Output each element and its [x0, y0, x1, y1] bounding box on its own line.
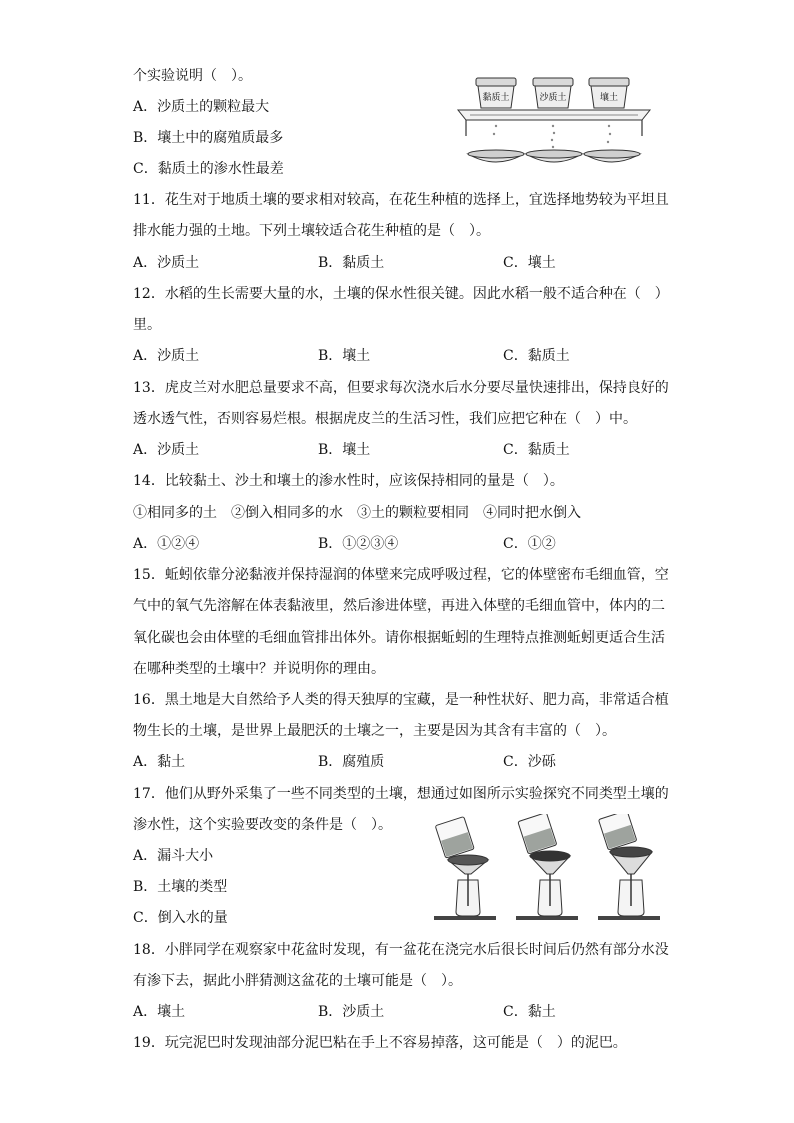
- q10-option-b[interactable]: B．壤土中的腐殖质最多: [133, 130, 284, 146]
- pot-sand: [533, 78, 573, 108]
- q12-option-c[interactable]: C．黏质土: [503, 348, 570, 364]
- q12-stem-line1: 12．水稻的生长需要大量的水，土壤的保水性很关键。因此水稻一般不适合种在（ ）: [133, 286, 669, 302]
- q16-stem-line1: 16．黑土地是大自然给予人类的得天独厚的宝藏，是一种性状好、肥力高，非常适合植: [133, 692, 669, 708]
- q15-stem-line3: 氧化碳也会由体壁的毛细血管排出体外。请你根据蚯蚓的生理特点推测蚯蚓更适合生活: [133, 630, 665, 646]
- q10-continuation: 个实验说明（ ）。: [133, 68, 252, 84]
- q18-stem-line1: 18．小胖同学在观察家中花盆时发现，有一盆花在浇完水后很长时间后仍然有部分水没: [133, 942, 669, 958]
- soil-pots-figure: [456, 74, 652, 172]
- funnel-experiment-figure: [434, 814, 662, 922]
- q16-stem-line2: 物生长的土壤，是世界上最肥沃的土壤之一，主要是因为其含有丰富的（ ）。: [133, 723, 616, 739]
- q16-option-b[interactable]: B．腐殖质: [318, 754, 385, 770]
- q11-option-c[interactable]: C．壤土: [503, 255, 556, 271]
- q13-option-a[interactable]: A．沙质土: [133, 442, 200, 458]
- q12-stem-line2: 里。: [133, 317, 161, 333]
- q15-stem-line2: 气中的氧气先溶解在体表黏液里，然后渗进体壁，再进入体壁的毛细血管中，体内的二: [133, 598, 665, 614]
- q14-option-b[interactable]: B．①②③④: [318, 536, 399, 552]
- q19-stem-line1: 19．玩完泥巴时发现油部分泥巴粘在手上不容易掉落，这可能是（ ）的泥巴。: [133, 1035, 627, 1051]
- collecting-bowls: [468, 150, 640, 162]
- q17-option-a[interactable]: A．漏斗大小: [133, 848, 214, 864]
- q17-option-b[interactable]: B．土壤的类型: [133, 879, 228, 895]
- q18-option-c[interactable]: C．黏土: [503, 1004, 556, 1020]
- q13-stem-line1: 13．虎皮兰对水肥总量要求不高，但要求每次浇水后水分要尽量快速排出，保持良好的: [133, 380, 669, 396]
- q14-option-c[interactable]: C．①②: [503, 536, 556, 552]
- q12-option-a[interactable]: A．沙质土: [133, 348, 200, 364]
- water-drops: [493, 125, 611, 148]
- funnel-setup-2: [516, 814, 578, 920]
- q18-stem-line2: 有渗下去，据此小胖猜测这盆花的土壤可能是（ ）。: [133, 973, 462, 989]
- q18-option-b[interactable]: B．沙质土: [318, 1004, 385, 1020]
- q11-option-b[interactable]: B．黏质土: [318, 255, 385, 271]
- q10-option-a[interactable]: A．沙质土的颗粒最大: [133, 99, 270, 115]
- q13-stem-line2: 透水透气性，否则容易烂根。根据虎皮兰的生活习性，我们应把它种在（ ）中。: [133, 411, 637, 427]
- q13-option-c[interactable]: C．黏质土: [503, 442, 570, 458]
- pot-clay: [476, 78, 516, 108]
- pot-label-sand: 沙质土: [539, 93, 567, 103]
- q17-stem-line1: 17．他们从野外采集了一些不同类型的土壤，想通过如图所示实验探究不同类型土壤的: [133, 786, 669, 802]
- q18-option-a[interactable]: A．壤土: [133, 1004, 186, 1020]
- q13-option-b[interactable]: B．壤土: [318, 442, 371, 458]
- q14-option-a[interactable]: A．①②④: [133, 536, 200, 552]
- q10-option-c[interactable]: C．黏质土的渗水性最差: [133, 161, 284, 177]
- pot-label-loam: 壤土: [599, 93, 619, 103]
- q17-stem-line2: 渗水性，这个实验要改变的条件是（ ）。: [133, 817, 392, 833]
- q14-conditions: ①相同多的土 ②倒入相同多的水 ③土的颗粒要相同 ④同时把水倒入: [133, 505, 581, 521]
- q11-stem-line1: 11．花生对于地质土壤的要求相对较高，在花生种植的选择上，宜选择地势较为平坦且: [133, 192, 669, 208]
- q12-option-b[interactable]: B．壤土: [318, 348, 371, 364]
- q16-option-a[interactable]: A．黏土: [133, 754, 186, 770]
- q11-stem-line2: 排水能力强的土地。下列土壤较适合花生种植的是（ ）。: [133, 223, 490, 239]
- q16-option-c[interactable]: C．沙砾: [503, 754, 556, 770]
- q17-option-c[interactable]: C．倒入水的量: [133, 910, 228, 926]
- q15-stem-line1: 15．蚯蚓依靠分泌黏液并保持湿润的体壁来完成呼吸过程，它的体壁密布毛细血管，空: [133, 567, 669, 583]
- q15-stem-line4: 在哪种类型的土壤中？并说明你的理由。: [133, 661, 385, 677]
- q14-stem-line1: 14．比较黏土、沙土和壤土的渗水性时，应该保持相同的量是（ ）。: [133, 473, 564, 489]
- pot-label-clay: 黏质土: [482, 93, 510, 103]
- q11-option-a[interactable]: A．沙质土: [133, 255, 200, 271]
- pot-loam: [589, 78, 629, 108]
- funnel-setup-3: [598, 814, 660, 920]
- funnel-setup-1: [434, 817, 496, 920]
